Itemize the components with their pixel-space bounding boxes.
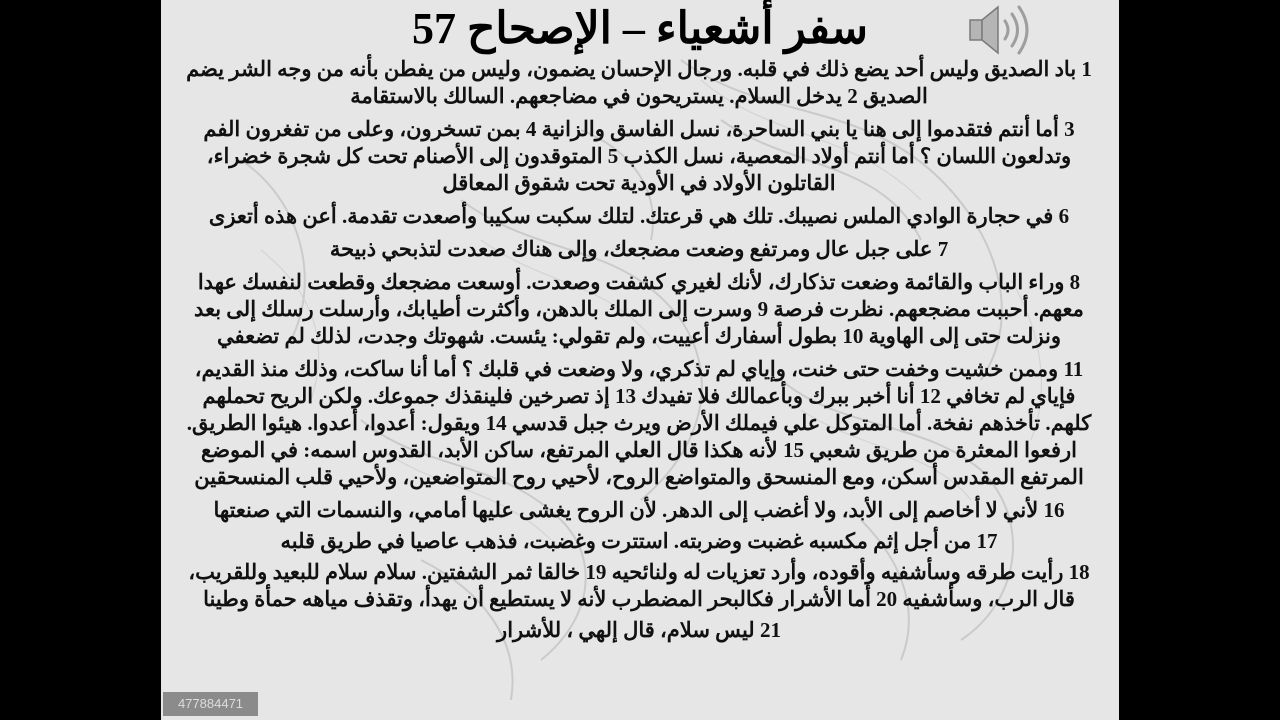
verses-text	[179, 56, 1099, 644]
speaker-volume-icon[interactable]	[964, 1, 1034, 59]
verse-paragraph: 3 أما أنتم فتقدموا إلى هنا يا بني الساحرة، نسل الفاسق والزانية 4 بمن تسخرون، وعلى من تفغرون الفم وتدلعون اللسان ؟ أما أنتم أولاد المعصية، نسل الكذب 5 المتوقدون إلى الأصنام تحت كل شجرة خضراء، القاتلون الأولاد في الأودية تحت شقوق المعاقل	[203, 117, 1075, 195]
verse-paragraph: 1 باد الصديق وليس أحد يضع ذلك في قلبه. ورجال الإحسان يضمون، وليس من يفطن بأنه من وجه الشر يضم الصديق 2 يدخل السلام. يستريحون في مضاجعهم. السالك بالاستقامة	[186, 57, 1092, 108]
verse-paragraph: 7 على جبل عال ومرتفع وضعت مضجعك، وإلى هناك صعدت لتذبحي ذبيحة	[329, 237, 949, 261]
verse-paragraph: 16 لأني لا أخاصم إلى الأبد، ولا أغضب إلى الدهر. لأن الروح يغشى عليها أمامي، والنسمات التي صنعتها	[213, 498, 1065, 522]
verse-paragraph: 21 ليس سلام، قال إلهي ، للأشرار	[497, 618, 781, 642]
verse-paragraph: 8 وراء الباب والقائمة وضعت تذكارك، لأنك لغيري كشفت وصعدت. أوسعت مضجعك وقطعت لنفسك عهدا معهم. أحببت مضجعهم. نظرت فرصة 9 وسرت إلى الملك بالدهن، وأكثرت أطيابك، وأرسلت رسلك إلى بعد ونزلت حتى إلى الهاوية 10 بطول أسفارك أعييت، ولم تقولي: يئست. شهوتك وجدت، لذلك لم تضعفي	[194, 270, 1084, 348]
slide	[161, 0, 1119, 720]
verse-paragraph: 17 من أجل إثم مكسبه غضبت وضربته. استترت وغضبت، فذهب عاصيا في طريق قلبه	[280, 529, 998, 553]
verse-paragraph: 11 وممن خشيت وخفت حتى خنت، وإياي لم تذكري، ولا وضعت في قلبك ؟ أما أنا ساكت، وذلك منذ القديم، فإياي لم تخافي 12 أنا أخبر ببرك وبأعمالك فلا تفيدك 13 إذ تصرخين فلينقذك جموعك. ولكن الريح تحملهم كلهم. تأخذهم نفخة. أما المتوكل علي فيملك الأرض ويرث جبل قدسي 14 ويقول: أعدوا، أعدوا. هيئوا الطريق. ارفعوا المعثرة من طريق شعبي 15 لأنه هكذا قال العلي المرتفع، ساكن الأبد، القدوس اسمه: في الموضع المرتفع المقدس أسكن، ومع المنسحق والمتواضع الروح، لأحيي روح المتواضعين، ولأحيي قلب المنسحقين	[186, 357, 1092, 489]
verse-paragraph: 18 رأيت طرقه وسأشفيه وأقوده، وأرد تعزيات له ولنائحيه 19 خالقا ثمر الشفتين. سلام سلام للبعيد وللقريب، قال الرب، وسأشفيه 20 أما الأشرار فكالبحر المضطرب لأنه لا يستطيع أن يهدأ، وتقذف مياهه حمأة وطينا	[188, 560, 1090, 611]
watermark-label: 477884471	[163, 692, 258, 716]
slide-title: سفر أشعياء – الإصحاح 57	[412, 4, 868, 53]
verse-paragraph: 6 في حجارة الوادي الملس نصيبك. تلك هي قرعتك. لتلك سكبت سكيبا وأصعدت تقدمة. أعن هذه أتعزى	[208, 204, 1070, 228]
